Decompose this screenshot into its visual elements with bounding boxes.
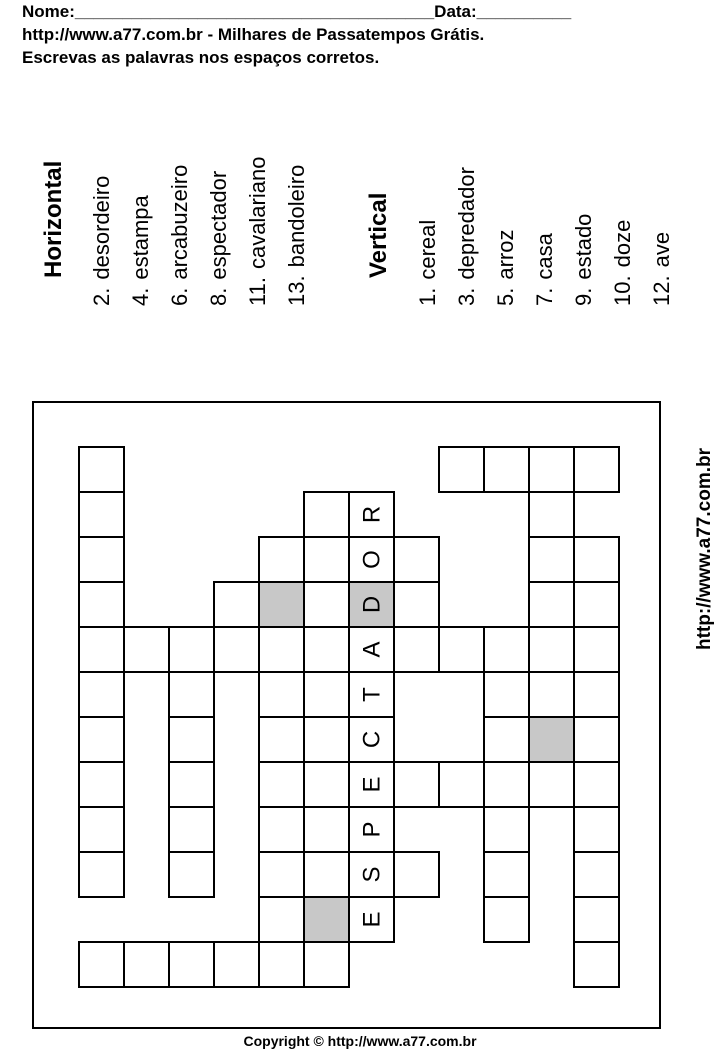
crossword-cell[interactable] [79, 627, 124, 672]
site-line: http://www.a77.com.br - Milhares de Passatempos Grátis. [22, 25, 485, 44]
crossword-cell[interactable] [574, 852, 619, 897]
crossword-cell[interactable] [304, 537, 349, 582]
instruction-line: Escrevas as palavras nos espaços corretos. [22, 48, 380, 67]
clue-vertical-1 [409, 0, 447, 310]
clue-number: 4. [128, 287, 153, 306]
crossword-cell[interactable] [394, 627, 439, 672]
clue-number: 3. [454, 287, 479, 306]
crossword-cell-shaded [529, 717, 574, 762]
crossword-cell[interactable] [484, 627, 529, 672]
crossword-cell[interactable] [79, 492, 124, 537]
clue-horizontal-4 [122, 0, 160, 310]
crossword-cell[interactable] [169, 627, 214, 672]
copyright: Copyright © http://www.a77.com.br [243, 1033, 477, 1049]
crossword-cell[interactable] [214, 627, 259, 672]
crossword-cell[interactable] [214, 942, 259, 987]
crossword-cell[interactable] [79, 537, 124, 582]
clue-vertical-9 [565, 0, 603, 310]
crossword-cell[interactable] [79, 942, 124, 987]
clue-number: 12. [649, 275, 674, 306]
crossword-cell[interactable] [259, 762, 304, 807]
crossword-cell[interactable] [439, 762, 484, 807]
clue-number: 6. [167, 287, 192, 306]
clue-vertical-12 [643, 0, 681, 310]
crossword-cell[interactable] [124, 942, 169, 987]
crossword-cell[interactable] [79, 672, 124, 717]
crossword-cell[interactable] [169, 942, 214, 987]
crossword-cell[interactable] [304, 582, 349, 627]
crossword-cell[interactable] [304, 717, 349, 762]
clue-vertical-10 [604, 0, 642, 310]
cell-letter: E [358, 776, 386, 793]
clue-number: 9. [571, 287, 596, 306]
cell-letter: A [358, 641, 386, 658]
crossword-cell[interactable] [79, 852, 124, 897]
crossword-cell[interactable] [304, 762, 349, 807]
clue-word: cereal [415, 219, 440, 280]
crossword-cell-shaded [304, 897, 349, 942]
crossword-cell[interactable] [529, 627, 574, 672]
clue-word: estado [571, 213, 596, 280]
crossword-cell-shaded [349, 582, 394, 627]
crossword-cell[interactable] [169, 717, 214, 762]
crossword-cell-shaded [259, 582, 304, 627]
clue-horizontal-6 [161, 0, 199, 310]
crossword-cell[interactable] [79, 447, 124, 492]
clue-word: depredador [454, 167, 479, 280]
crossword-cell[interactable] [574, 942, 619, 987]
crossword-cell[interactable] [574, 897, 619, 942]
crossword-cell[interactable] [529, 447, 574, 492]
clue-word: doze [610, 219, 635, 268]
cell-letter: S [358, 866, 386, 883]
crossword-cell[interactable] [304, 807, 349, 852]
horizontal-title-column [35, 0, 73, 310]
crossword-cell[interactable] [304, 672, 349, 717]
crossword-cell[interactable] [349, 717, 394, 762]
clue-number: 1. [415, 287, 440, 306]
crossword-cell[interactable] [79, 807, 124, 852]
clue-vertical-5 [487, 0, 525, 310]
clue-vertical-3 [448, 0, 486, 310]
clue-word: bandoleiro [284, 164, 309, 268]
cell-letter: E [358, 911, 386, 928]
crossword-cell[interactable] [259, 807, 304, 852]
cell-letter: P [358, 821, 386, 838]
crossword-cell[interactable] [349, 672, 394, 717]
clue-word: cavalariano [245, 156, 270, 270]
crossword-cell[interactable] [259, 537, 304, 582]
crossword-cell[interactable] [259, 672, 304, 717]
crossword-cell[interactable] [304, 942, 349, 987]
crossword-cell[interactable] [349, 852, 394, 897]
crossword-cell[interactable] [349, 762, 394, 807]
crossword-cell[interactable] [574, 672, 619, 717]
cell-letter: R [358, 505, 386, 524]
crossword-cell[interactable] [529, 582, 574, 627]
crossword-cell[interactable] [259, 852, 304, 897]
crossword-cell[interactable] [574, 537, 619, 582]
clue-word: arcabuzeiro [167, 164, 192, 280]
clue-word: estampa [128, 195, 153, 280]
cell-letter: T [358, 687, 386, 702]
crossword-cell[interactable] [394, 852, 439, 897]
clue-word: espectador [206, 170, 231, 280]
crossword-cell[interactable] [259, 717, 304, 762]
clue-horizontal-8 [200, 0, 238, 310]
crossword-cell[interactable] [349, 537, 394, 582]
crossword-cell[interactable] [259, 897, 304, 942]
clue-horizontal-11 [239, 0, 277, 310]
crossword-cell[interactable] [394, 537, 439, 582]
name-date-line: Nome:______________________________________Data:__________ [22, 2, 572, 21]
crossword-cell[interactable] [574, 807, 619, 852]
crossword-cell[interactable] [574, 582, 619, 627]
crossword-cell[interactable] [79, 717, 124, 762]
clue-number: 7. [532, 287, 557, 306]
crossword-cell[interactable] [484, 897, 529, 942]
clue-number: 11. [245, 277, 270, 306]
crossword-cell[interactable] [439, 627, 484, 672]
crossword-cell[interactable] [484, 807, 529, 852]
crossword-cell[interactable] [304, 852, 349, 897]
clue-number: 5. [493, 287, 518, 306]
clue-word: casa [532, 233, 557, 280]
crossword-cell[interactable] [349, 897, 394, 942]
crossword-cell[interactable] [214, 582, 259, 627]
clue-horizontal-2 [83, 0, 121, 310]
crossword-cell[interactable] [574, 627, 619, 672]
crossword-cell[interactable] [394, 582, 439, 627]
crossword-cell[interactable] [349, 807, 394, 852]
crossword-cell[interactable] [574, 447, 619, 492]
horizontal-title: Horizontal [40, 160, 67, 278]
crossword-cell[interactable] [529, 672, 574, 717]
crossword-cell[interactable] [79, 582, 124, 627]
crossword-cell[interactable] [169, 762, 214, 807]
crossword-cell[interactable] [259, 627, 304, 672]
crossword-cell[interactable] [169, 807, 214, 852]
crossword-cell[interactable] [529, 492, 574, 537]
clue-number: 8. [206, 287, 231, 306]
crossword-cell[interactable] [304, 492, 349, 537]
crossword-cell[interactable] [529, 762, 574, 807]
crossword-cell[interactable] [349, 492, 394, 537]
clue-number: 13. [284, 275, 309, 306]
vertical-title: Vertical [365, 192, 392, 278]
side-url: http://www.a77.com.br [694, 448, 715, 650]
crossword-cell[interactable] [529, 537, 574, 582]
clue-vertical-7 [526, 0, 564, 310]
crossword-cell[interactable] [349, 627, 394, 672]
clue-number: 10. [610, 275, 635, 306]
crossword-cell[interactable] [304, 627, 349, 672]
clue-word: desordeiro [89, 175, 114, 280]
clue-word: ave [649, 231, 674, 268]
clue-word: arroz [493, 229, 518, 280]
crossword-cell[interactable] [439, 447, 484, 492]
clue-number: 2. [89, 287, 114, 306]
crossword-cell[interactable] [484, 717, 529, 762]
crossword-cell[interactable] [484, 672, 529, 717]
crossword-cell[interactable] [79, 762, 124, 807]
cell-letter: D [358, 595, 386, 614]
crossword-cell[interactable] [124, 627, 169, 672]
crossword-cell[interactable] [484, 447, 529, 492]
cell-letter: O [358, 550, 386, 569]
cell-letter: C [358, 730, 386, 749]
crossword-cell[interactable] [259, 942, 304, 987]
crossword-cell[interactable] [169, 852, 214, 897]
crossword-cell[interactable] [484, 762, 529, 807]
crossword-cell[interactable] [484, 852, 529, 897]
crossword-cell[interactable] [574, 717, 619, 762]
crossword-cell[interactable] [394, 762, 439, 807]
crossword-cell[interactable] [169, 672, 214, 717]
clue-horizontal-13 [278, 0, 316, 310]
crossword-cell[interactable] [574, 762, 619, 807]
vertical-title-column [360, 0, 398, 310]
